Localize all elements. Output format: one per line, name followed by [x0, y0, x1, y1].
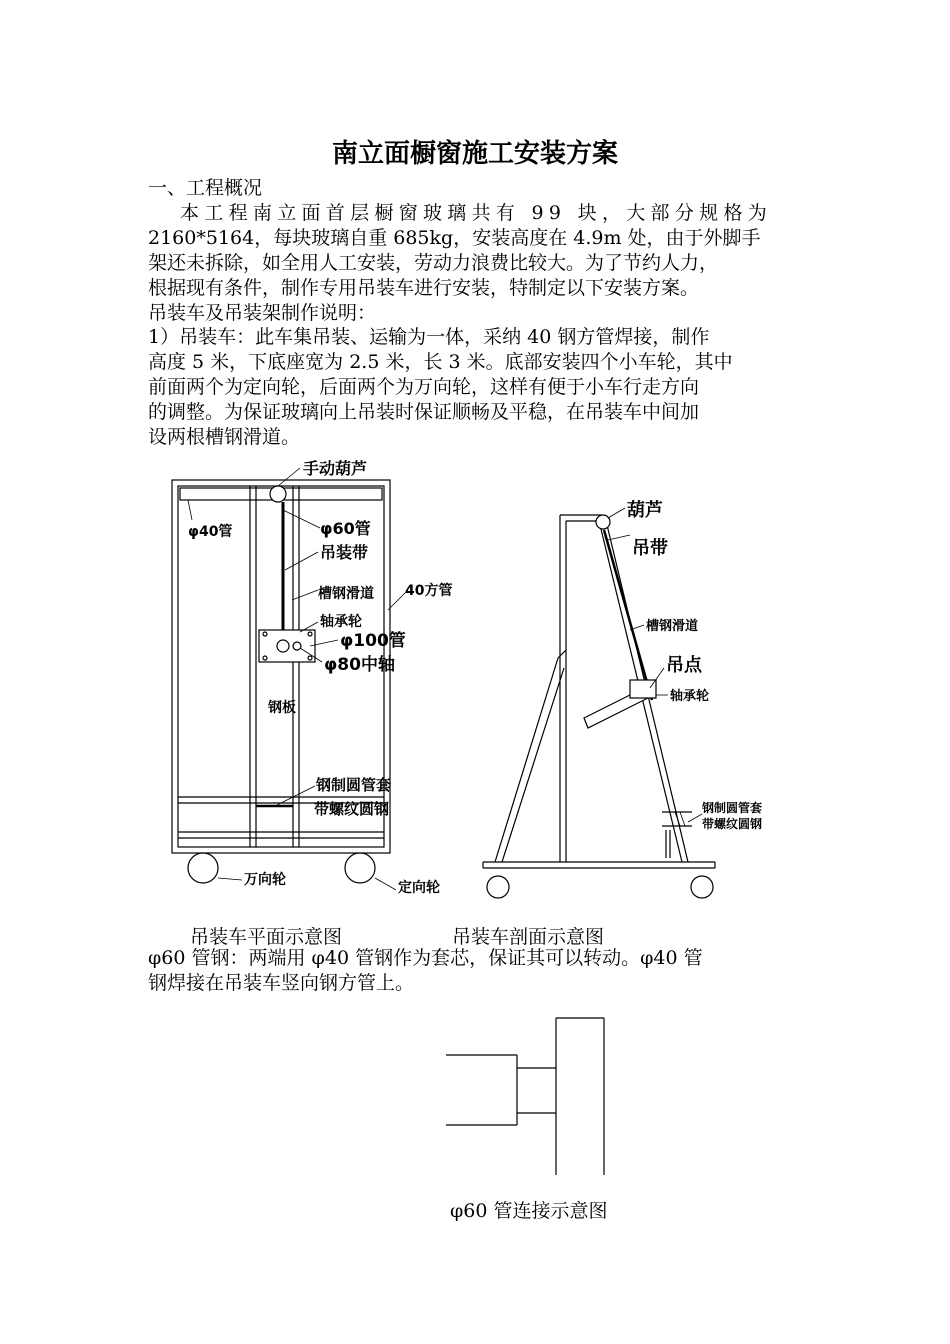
label-pipe100: φ100管	[340, 631, 406, 651]
page-title: 南立面橱窗施工安装方案	[331, 139, 618, 169]
section-label-point: 吊点	[666, 655, 702, 676]
caption-section: 吊装车剖面示意图	[452, 926, 605, 948]
section-label-channel: 槽钢滑道	[646, 619, 699, 634]
label-bearing: 轴承轮	[320, 614, 362, 630]
plan-view-diagram	[160, 450, 460, 900]
label-channel: 槽钢滑道	[318, 586, 374, 602]
label-rod: 带螺纹圆钢	[314, 800, 390, 818]
label-sling: 吊装带	[320, 543, 369, 562]
label-fixed: 定向轮	[398, 880, 440, 896]
paragraph-line: 架还未拆除，如全用人工安装，劳动力浪费比较大。为了节约人力，	[148, 252, 719, 274]
subheading: 吊装车及吊装架制作说明：	[148, 302, 377, 324]
label-hoist: 手动葫芦	[303, 459, 368, 478]
label-caster: 万向轮	[244, 872, 286, 888]
paragraph-line: 2160*5164，每块玻璃自重 685kg，安装高度在 4.9m 处，由于外脚手	[148, 227, 761, 249]
paragraph-line: 根据现有条件，制作专用吊装车进行安装，特制定以下安装方案。	[148, 277, 700, 299]
paragraph-line: 本工程南立面首层橱窗玻璃共有 99 块，大部分规格为	[180, 202, 773, 224]
paragraph-line: 高度 5 米，下底座宽为 2.5 米，长 3 米。底部安装四个小车轮，其中	[148, 351, 733, 373]
section-label-sleeve: 钢制圆管套	[702, 801, 763, 815]
paragraph-line: 1）吊装车：此车集吊装、运输为一体，采纳 40 钢方管焊接，制作	[148, 326, 710, 348]
section-label-sling: 吊带	[632, 538, 668, 559]
section-view-diagram	[480, 490, 770, 905]
caption-connection: φ60 管连接示意图	[450, 1200, 608, 1222]
paragraph-line: 的调整。为保证玻璃向上吊装时保证顺畅及平稳，在吊装车中间加	[148, 401, 700, 423]
paragraph-line: 钢焊接在吊装车竖向钢方管上。	[148, 972, 415, 994]
paragraph-line: 设两根槽钢滑道。	[148, 426, 301, 448]
section-heading: 一、工程概况	[148, 177, 263, 199]
paragraph-line: φ60 管钢：两端用 φ40 管钢作为套芯，保证其可以转动。φ40 管	[148, 947, 703, 969]
connection-diagram	[440, 1015, 610, 1180]
caption-plan: 吊装车平面示意图	[190, 926, 343, 948]
label-pipe60: φ60管	[320, 519, 371, 538]
label-plate: 钢板	[268, 700, 296, 716]
section-label-hoist: 葫芦	[627, 500, 663, 521]
paragraph-line: 前面两个为定向轮，后面两个为万向轮，这样有便于小车行走方向	[148, 376, 700, 398]
label-sleeve: 钢制圆管套	[316, 776, 392, 794]
label-pipe40: φ40管	[188, 524, 233, 540]
label-square40: 40方管	[405, 583, 453, 599]
section-label-bearing: 轴承轮	[670, 689, 710, 704]
section-label-rod: 带螺纹圆钢	[702, 817, 763, 831]
label-axle80: φ80中轴	[324, 655, 395, 675]
